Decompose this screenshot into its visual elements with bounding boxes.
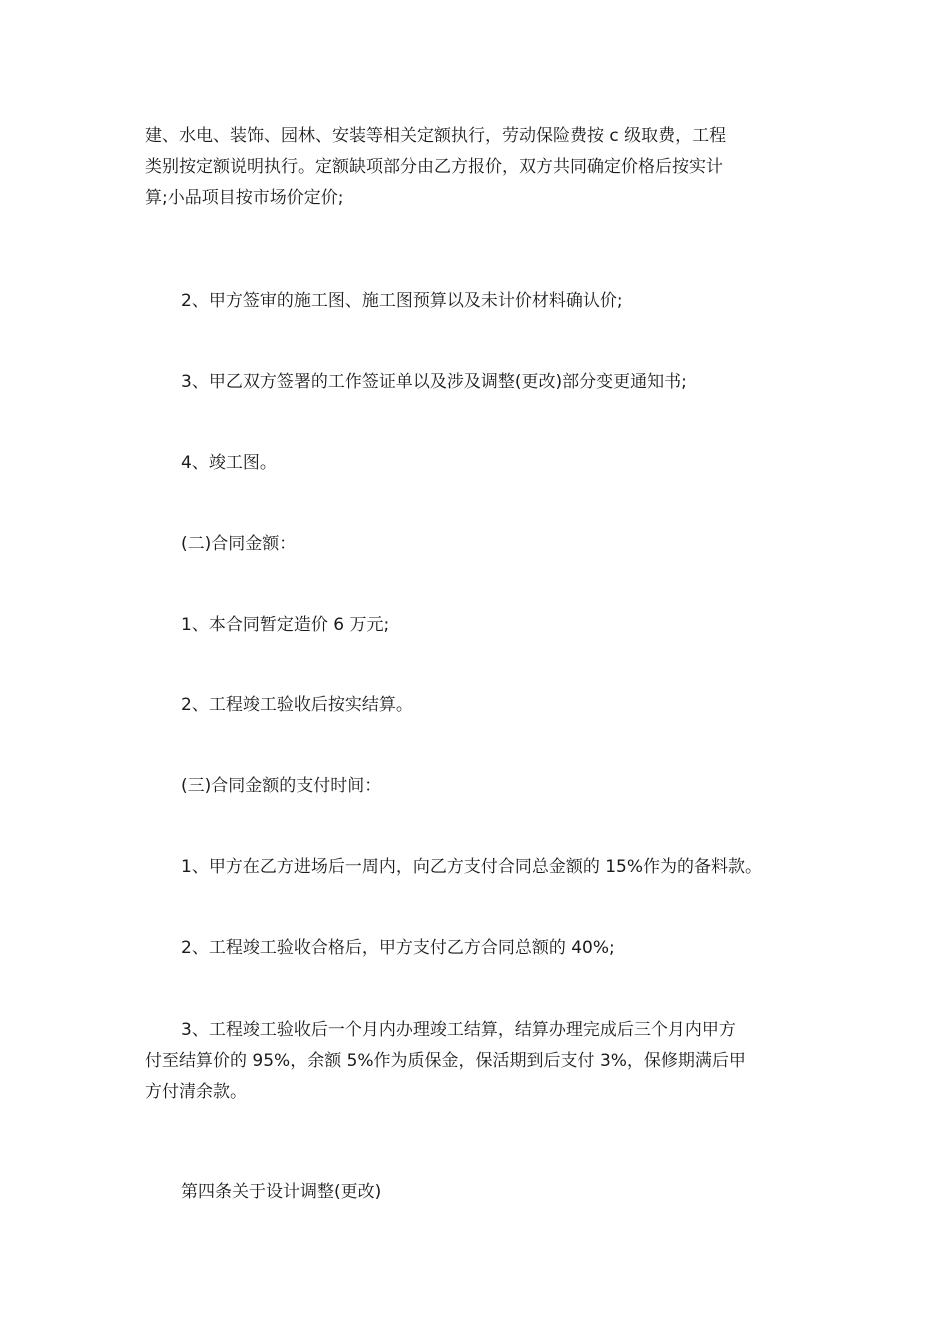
text-line: 1、本合同暂定造价 6 万元;: [181, 615, 390, 635]
text-line: 3、工程竣工验收后一个月内办理竣工结算，结算办理完成后三个月内甲方: [181, 1020, 736, 1040]
text-line: 类别按定额说明执行。定额缺项部分由乙方报价，双方共同确定价格后按实计: [145, 157, 723, 177]
paragraph-payment-1: [181, 852, 861, 883]
text-line: 2、甲方签审的施工图、施工图预算以及未计价材料确认价;: [181, 291, 623, 311]
paragraph-item-3-visa: [181, 367, 861, 398]
text-line: (二)合同金额：: [181, 534, 297, 554]
paragraph-item-2-drawings: [181, 286, 861, 317]
paragraph-item-4-asbuilt: [181, 448, 861, 479]
paragraph-amount-1: [181, 610, 861, 641]
text-line: 4、竣工图。: [181, 453, 277, 473]
article-heading-design-adjustment: [181, 1177, 861, 1208]
text-line: 第四条关于设计调整(更改): [181, 1182, 382, 1202]
paragraph-payment-2: [181, 933, 861, 964]
paragraph-payment-3: [145, 1015, 825, 1108]
text-line: 3、甲乙双方签署的工作签证单以及涉及调整(更改)部分变更通知书;: [181, 372, 687, 392]
paragraph-quota-execution: [145, 121, 825, 214]
section-heading-payment-time: [181, 771, 861, 802]
text-line: 建、水电、装饰、园林、安装等相关定额执行，劳动保险费按 c 级取费，工程: [145, 126, 727, 146]
section-heading-contract-amount: [181, 529, 861, 560]
paragraph-amount-2: [181, 690, 861, 721]
text-line: 1、甲方在乙方进场后一周内，向乙方支付合同总金额的 15%作为的备料款。: [181, 857, 763, 877]
text-line: 付至结算价的 95%，余额 5%作为质保金，保活期到后支付 3%，保修期满后甲: [145, 1051, 746, 1071]
text-line: (三)合同金额的支付时间：: [181, 776, 382, 796]
text-line: 2、工程竣工验收合格后，甲方支付乙方合同总额的 40%;: [181, 938, 615, 958]
text-line: 算;小品项目按市场价定价;: [145, 188, 344, 208]
text-line: 2、工程竣工验收后按实结算。: [181, 695, 413, 715]
text-line: 方付清余款。: [145, 1082, 247, 1102]
